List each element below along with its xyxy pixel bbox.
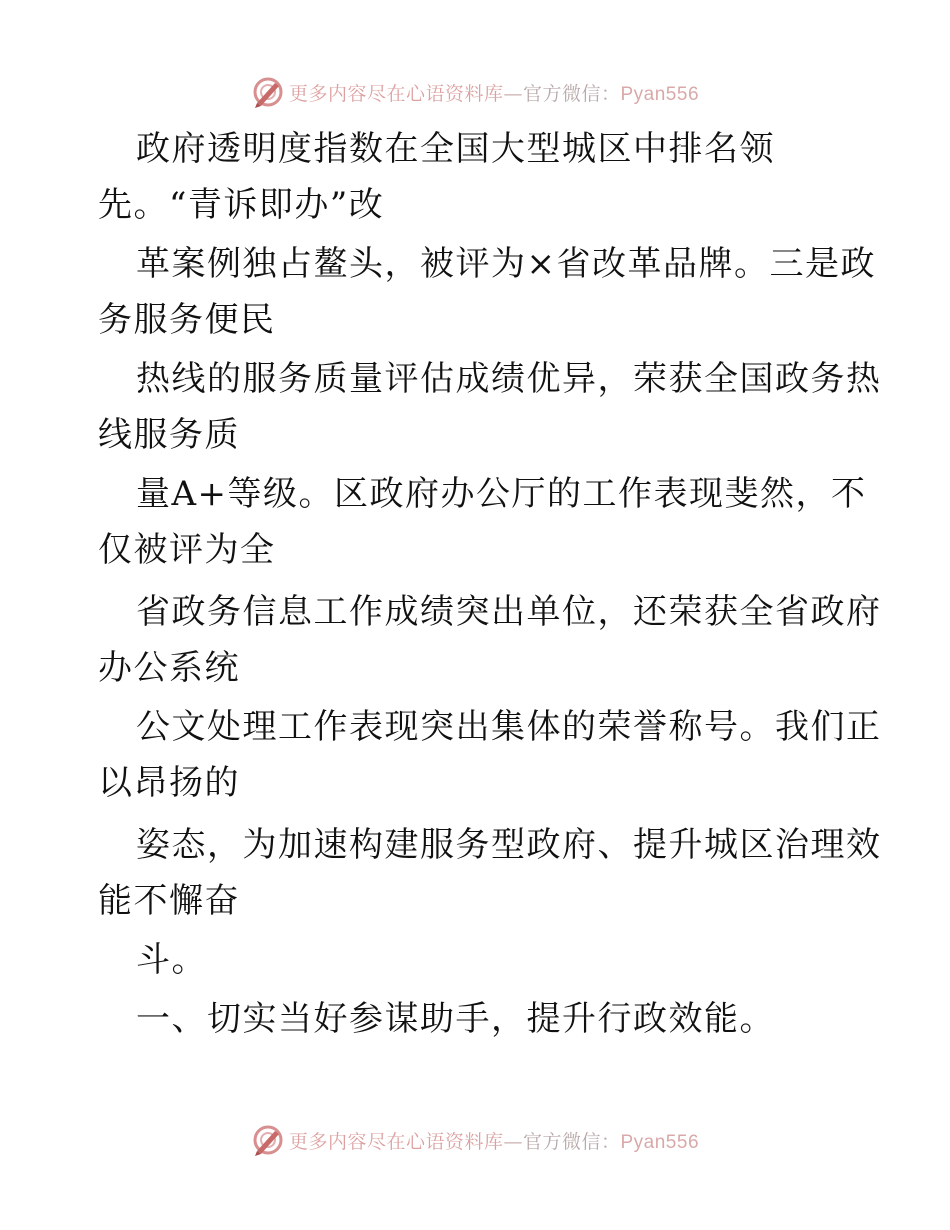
watermark-text [289, 1127, 699, 1154]
watermark-separator: — [503, 82, 523, 105]
watermark-brand: 更多内容尽在心语资料库 [288, 1130, 504, 1153]
text-line: 热线的服务质量评估成绩优异，荣获全国政务热 [136, 359, 882, 399]
watermark-account: Pyan556 [620, 83, 700, 105]
watermark-label: 官方微信： [522, 1130, 621, 1153]
text-line: 姿态，为加速构建服务型政府、提升城区治理效 [136, 825, 882, 865]
watermark-brand: 更多内容尽在心语资料库 [288, 82, 504, 105]
text-line: 公文处理工作表现突出集体的荣誉称号。我们正 [136, 707, 882, 747]
watermark-separator: — [503, 1130, 523, 1153]
text-line: 线服务质 [98, 415, 240, 455]
footer-watermark [0, 1120, 950, 1160]
text-line: 务服务便民 [98, 300, 276, 340]
text-line: 革案例独占鳌头，被评为×省改革品牌。三是政 [136, 244, 876, 284]
text-line: 能不懈奋 [98, 881, 240, 921]
pen-logo-icon [251, 1123, 285, 1157]
watermark-label: 官方微信： [522, 82, 621, 105]
text-line: 省政务信息工作成绩突出单位，还荣获全省政府 [136, 592, 882, 632]
text-line: 政府透明度指数在全国大型城区中排名领 [136, 129, 775, 169]
text-line: 量A+等级。区政府办公厅的工作表现斐然，不 [136, 474, 867, 514]
text-line: 以昂扬的 [98, 763, 240, 803]
text-line: 仅被评为全 [98, 530, 276, 570]
text-line: 斗。 [136, 940, 207, 980]
text-line: 办公系统 [98, 648, 240, 688]
section-heading: 一、切实当好参谋助手，提升行政效能。 [136, 999, 775, 1039]
watermark-account: Pyan556 [620, 1131, 700, 1153]
text-line: 先。“青诉即办”改 [98, 185, 385, 225]
